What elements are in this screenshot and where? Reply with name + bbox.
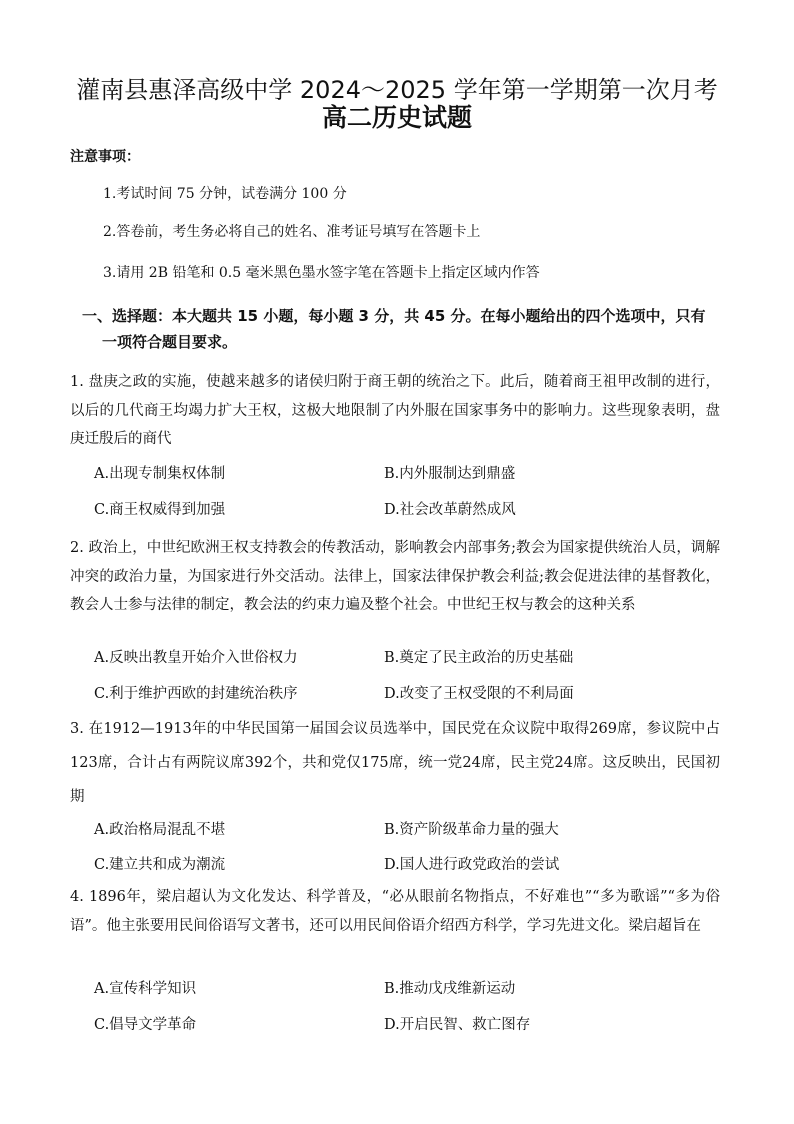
question-4-option-d: D.开启民智、救亡图存 [384, 1017, 531, 1033]
question-4-option-c: C.倡导文学革命 [94, 1017, 197, 1033]
question-4-stem: 4. 1896年，梁启超认为文化发达、科学普及，“必从眼前名物指点，不好难也”“多为歌谣”“多为俗语”。他主张要用民间俗语写文著书，还可以用民间俗语介绍西方科学，学习先进文化。梁启超旨在 [70, 889, 720, 934]
question-2-option-b: B.奠定了民主政治的历史基础 [384, 650, 574, 666]
notes-heading: 注意事项： [70, 149, 140, 165]
question-1-stem: 1. 盘庚之政的实施，使越来越多的诸侯归附于商王朝的统治之下。此后，随着商王祖甲改制的进行，以后的几代商王均竭力扩大王权，这极大地限制了内外服在国家事务中的影响力。这些现象表明，盘庚迁殷后的商代 [70, 374, 720, 447]
question-2-stem: 2. 政治上，中世纪欧洲王权支持教会的传教活动，影响教会内部事务;教会为国家提供统治人员，调解冲突的政治力量，为国家进行外交活动。法律上，国家法律保护教会利益;教会促进法律的基督教化，教会人士参与法律的制定，教会法的约束力遍及整个社会。中世纪王权与教会的这种关系 [70, 540, 720, 613]
exam-title: 灌南县惠泽高级中学 2024～2025 学年第一学期第一次月考 [76, 76, 718, 104]
question-3-option-c: C.建立共和成为潮流 [94, 857, 226, 873]
question-2-option-d: D.改变了王权受限的不利局面 [384, 686, 574, 702]
question-3-option-a: A.政治格局混乱不堪 [94, 822, 226, 838]
question-1-option-a: A.出现专制集权体制 [94, 466, 226, 482]
question-3-option-d: D.国人进行政党政治的尝试 [384, 857, 560, 873]
note-item: 1.考试时间 75 分钟，试卷满分 100 分 [103, 186, 347, 202]
question-2-option-c: C.利于维护西欧的封建统治秩序 [94, 686, 298, 702]
question-1-option-b: B.内外服制达到鼎盛 [384, 466, 516, 482]
note-item: 2.答卷前，考生务必将自己的姓名、准考证号填写在答题卡上 [103, 224, 481, 240]
question-4-option-a: A.宣传科学知识 [94, 981, 197, 997]
section-heading-line: 一项符合题目要求。 [102, 333, 238, 351]
question-3-stem: 3. 在1912—1913年的中华民国第一届国会议员选举中，国民党在众议院中取得269席，参议院中占123席，合计占有两院议席392个，共和党仅175席，统一党24席，民主党24席。这反映出，民国初期 [70, 721, 720, 805]
question-3-option-b: B.资产阶级革命力量的强大 [384, 822, 559, 838]
section-heading [82, 303, 722, 355]
question-4-option-b: B.推动戊戌维新运动 [384, 981, 516, 997]
question-2-option-a: A.反映出教皇开始介入世俗权力 [94, 650, 298, 666]
note-item: 3.请用 2B 铅笔和 0.5 毫米黑色墨水签字笔在答题卡上指定区域内作答 [103, 265, 540, 281]
question-1-option-d: D.社会改革蔚然成风 [384, 502, 516, 518]
question-1-option-c: C.商王权威得到加强 [94, 502, 226, 518]
exam-subject: 高二历史试题 [321, 103, 472, 132]
section-heading-line: 一、选择题：本大题共 15 小题，每小题 3 分，共 45 分。在每小题给出的四个选项中，只有 [82, 307, 706, 325]
